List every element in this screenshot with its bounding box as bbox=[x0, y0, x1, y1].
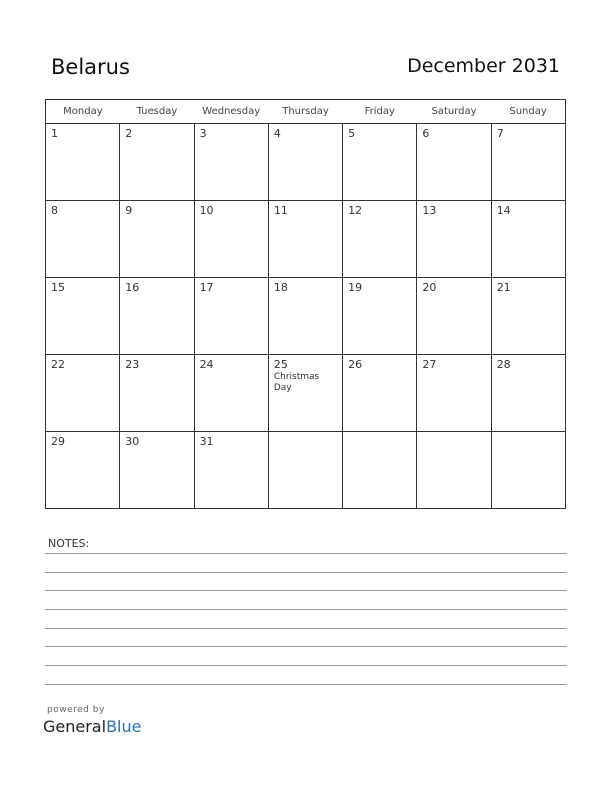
day-cell bbox=[194, 355, 268, 432]
day-number: 15 bbox=[51, 281, 65, 294]
weekday-monday: Monday bbox=[46, 100, 120, 124]
day-number: 6 bbox=[422, 127, 430, 140]
day-cell bbox=[343, 201, 417, 278]
day-cell bbox=[194, 201, 268, 278]
day-number: 21 bbox=[496, 281, 511, 294]
calendar-grid bbox=[45, 99, 566, 509]
day-cell bbox=[491, 278, 565, 355]
note-line bbox=[45, 572, 567, 573]
day-number: 7 bbox=[496, 127, 504, 140]
day-number: 11 bbox=[273, 204, 288, 217]
weekday-wednesday: Wednesday bbox=[194, 100, 268, 124]
weekday-friday: Friday bbox=[343, 100, 417, 124]
weekday-tuesday: Tuesday bbox=[120, 100, 194, 124]
day-cell bbox=[194, 124, 268, 201]
day-cell bbox=[120, 278, 194, 355]
day-cell bbox=[120, 201, 194, 278]
day-cell bbox=[343, 278, 417, 355]
week-row bbox=[46, 432, 566, 509]
day-cell bbox=[46, 355, 120, 432]
note-line bbox=[45, 665, 567, 666]
notes-label: NOTES: bbox=[48, 537, 90, 550]
day-cell bbox=[268, 278, 342, 355]
day-cell bbox=[343, 432, 417, 509]
day-number: 2 bbox=[125, 127, 133, 140]
day-cell bbox=[120, 432, 194, 509]
day-cell bbox=[120, 124, 194, 201]
day-number: 19 bbox=[348, 281, 363, 294]
brand-part-blue: Blue bbox=[106, 717, 142, 736]
day-number: 5 bbox=[348, 127, 356, 140]
day-number: 3 bbox=[199, 127, 207, 140]
note-line bbox=[45, 646, 567, 647]
powered-by-text: powered by bbox=[47, 705, 105, 715]
day-number: 12 bbox=[348, 204, 363, 217]
day-cell bbox=[194, 278, 268, 355]
note-line bbox=[45, 628, 567, 629]
day-number: 16 bbox=[125, 281, 140, 294]
week-row bbox=[46, 201, 566, 278]
weekday-sunday: Sunday bbox=[491, 100, 565, 124]
day-cell bbox=[268, 432, 342, 509]
note-line bbox=[45, 553, 567, 554]
note-line bbox=[45, 684, 567, 685]
day-cell bbox=[417, 278, 491, 355]
day-cell bbox=[491, 355, 565, 432]
weekday-thursday: Thursday bbox=[268, 100, 342, 124]
week-row bbox=[46, 278, 566, 355]
day-number: 10 bbox=[199, 204, 214, 217]
day-cell bbox=[46, 432, 120, 509]
note-line bbox=[45, 590, 567, 591]
day-number: 8 bbox=[51, 204, 58, 217]
day-cell bbox=[120, 355, 194, 432]
brand-logo bbox=[43, 717, 141, 736]
day-cell bbox=[417, 124, 491, 201]
month-year-title: December 2031 bbox=[407, 55, 560, 77]
holiday-label: Christmas Day bbox=[273, 372, 320, 393]
day-cell bbox=[417, 432, 491, 509]
day-number: 29 bbox=[51, 435, 65, 448]
brand-part-general: General bbox=[43, 717, 107, 736]
day-cell bbox=[343, 124, 417, 201]
day-cell bbox=[268, 355, 342, 432]
day-cell bbox=[417, 355, 491, 432]
day-cell bbox=[343, 355, 417, 432]
day-cell bbox=[491, 201, 565, 278]
day-number: 26 bbox=[348, 358, 363, 371]
day-cell bbox=[194, 432, 268, 509]
day-cell bbox=[46, 124, 120, 201]
day-number: 20 bbox=[422, 281, 437, 294]
day-cell bbox=[46, 278, 120, 355]
day-cell bbox=[46, 201, 120, 278]
week-row bbox=[46, 355, 566, 432]
day-cell bbox=[491, 432, 565, 509]
day-number: 24 bbox=[199, 358, 214, 371]
day-cell bbox=[491, 124, 565, 201]
day-number: 13 bbox=[422, 204, 437, 217]
day-cell bbox=[417, 201, 491, 278]
weekday-header-row bbox=[46, 100, 566, 124]
day-number: 18 bbox=[273, 281, 288, 294]
day-number: 17 bbox=[199, 281, 214, 294]
note-line bbox=[45, 609, 567, 610]
day-number: 31 bbox=[199, 435, 214, 448]
day-number: 27 bbox=[422, 358, 437, 371]
country-title: Belarus bbox=[51, 55, 130, 79]
day-cell bbox=[268, 124, 342, 201]
day-number: 28 bbox=[496, 358, 511, 371]
day-number: 1 bbox=[51, 127, 58, 140]
day-number: 22 bbox=[51, 358, 65, 371]
day-number: 25 bbox=[273, 358, 288, 371]
day-number: 4 bbox=[273, 127, 281, 140]
day-number: 14 bbox=[496, 204, 511, 217]
week-row bbox=[46, 124, 566, 201]
day-cell bbox=[268, 201, 342, 278]
day-number: 9 bbox=[125, 204, 133, 217]
weekday-saturday: Saturday bbox=[417, 100, 491, 124]
day-number: 30 bbox=[125, 435, 140, 448]
day-number: 23 bbox=[125, 358, 140, 371]
